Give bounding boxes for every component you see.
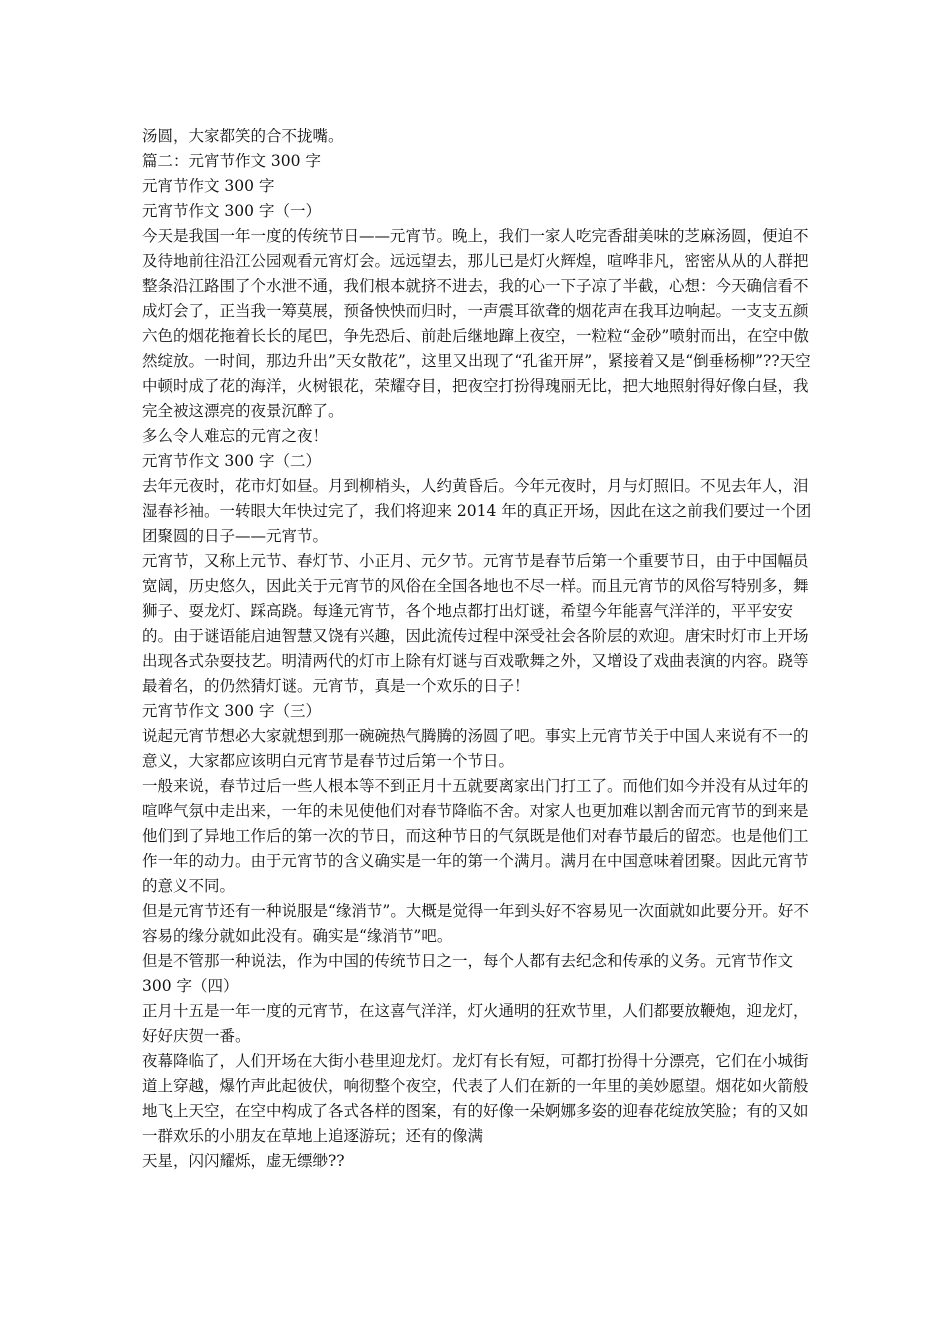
section-heading: 篇二：元宵节作文 300 字: [142, 152, 321, 170]
paragraph: 正月十五是一年一度的元宵节，在这喜气洋洋，灯火通明的狂欢节里，人们都要放鞭炮，迎龙灯，好好庆贺一番。: [142, 1002, 809, 1045]
document-body: [142, 124, 814, 1174]
paragraph: 元宵节，又称上元节、春灯节、小正月、元夕节。元宵节是春节后第一个重要节日，由于中国幅员宽阔，历史悠久，因此关于元宵节的风俗在全国各地也不尽一样。而且元宵节的风俗写特别多，舞狮子、耍龙灯、踩高跷。每逢元宵节，各个地点都打出灯谜，希望今年能喜气洋洋的，平平安安的。由于谜语能启迪智慧又饶有兴趣，因此流传过程中深受社会各阶层的欢迎。唐宋时灯市上开场出现各式杂耍技艺。明清两代的灯市上除有灯谜与百戏歌舞之外，又增设了戏曲表演的内容。跷等最着名，的仍然猜灯谜。元宵节，真是一个欢乐的日子！: [142, 552, 809, 695]
paragraph: 夜幕降临了，人们开场在大街小巷里迎龙灯。龙灯有长有短，可都打扮得十分漂亮，它们在小城街道上穿越，爆竹声此起彼伏，响彻整个夜空，代表了人们在新的一年里的美妙愿望。烟花如火箭般地飞上天空，在空中构成了各式各样的图案，有的好像一朵婀娜多姿的迎春花绽放笑脸；有的又如一群欢乐的小朋友在草地上追逐游玩；还有的像满: [142, 1052, 809, 1145]
paragraph: 一般来说，春节过后一些人根本等不到正月十五就要离家出门打工了。而他们如今并没有从过年的喧哗气氛中走出来，一年的未见使他们对春节降临不舍。对家人也更加难以割舍而元宵节的到来是他们到了异地工作后的第一次的节日，而这种节日的气氛既是他们对春节最后的留恋。也是他们工作一年的动力。由于元宵节的含义确实是一年的第一个满月。满月在中国意味着团聚。因此元宵节的意义不同。: [142, 777, 809, 895]
text-line: 汤圆，大家都笑的合不拢嘴。: [142, 127, 344, 145]
text-line: 天星，闪闪耀烁，虚无缥缈??: [142, 1152, 345, 1170]
essay-title-3: 元宵节作文 300 字（三）: [142, 702, 321, 720]
paragraph: 多么令人难忘的元宵之夜！: [142, 427, 329, 445]
paragraph: 说起元宵节想必大家就想到那一碗碗热气腾腾的汤圆了吧。事实上元宵节关于中国人来说有不一的意义，大家都应该明白元宵节是春节过后第一个节日。: [142, 727, 809, 770]
paragraph: 但是不管那一种说法，作为中国的传统节日之一，每个人都有去纪念和传承的义务。元宵节作文 300 字（四）: [142, 952, 794, 995]
paragraph: 去年元夜时，花市灯如昼。月到柳梢头，人约黄昏后。今年元夜时，月与灯照旧。不见去年人，泪湿春衫袖。一转眼大年快过完了，我们将迎来 2014 年的真正开场，因此在这之前我们要过一个团团聚圆的日子——元宵节。: [142, 477, 812, 545]
paragraph: 今天是我国一年一度的传统节日——元宵节。晚上，我们一家人吃完香甜美味的芝麻汤圆，便迫不及待地前往沿江公园观看元宵灯会。远远望去，那儿已是灯火辉煌，喧哗非凡，密密从从的人群把整条沿江路围了个水泄不通，我们根本就挤不进去，我的心一下子凉了半截，心想：今天确信看不成灯会了，正当我一筹莫展，预备怏怏而归时，一声震耳欲聋的烟花声在我耳边响起。一支支五颜六色的烟花拖着长长的尾巴，争先恐后、前赴后继地蹿上夜空，一粒粒“金砂”喷射而出，在空中傲然绽放。一时间，那边升出”天女散花”，这里又出现了“孔雀开屏”，紧接着又是“倒垂杨柳”??天空中顿时成了花的海洋，火树银花，荣耀夺目，把夜空打扮得瑰丽无比，把大地照射得好像白昼，我完全被这漂亮的夜景沉醉了。: [142, 227, 811, 420]
essay-title-2: 元宵节作文 300 字（二）: [142, 452, 321, 470]
article-title: 元宵节作文 300 字: [142, 177, 275, 195]
essay-title-1: 元宵节作文 300 字（一）: [142, 202, 321, 220]
paragraph: 但是元宵节还有一种说服是“缘消节”。大概是觉得一年到头好不容易见一次面就如此要分开。好不容易的缘分就如此没有。确实是“缘消节”吧。: [142, 902, 809, 945]
